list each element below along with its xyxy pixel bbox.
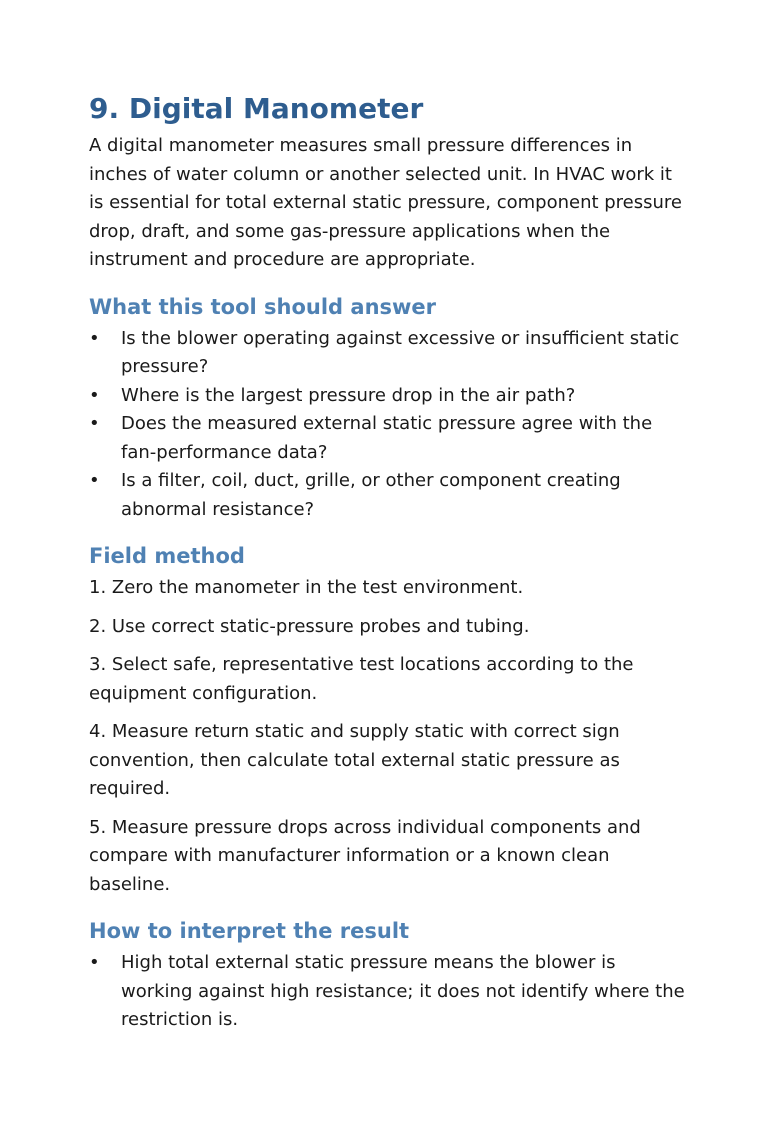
- list-item: [89, 382, 689, 411]
- list-item: [89, 325, 689, 382]
- list-item-text: Is the blower operating against excessive or insufficient static pressure?: [121, 327, 680, 377]
- list-item-text: Does the measured external static pressure agree with the fan-performance data?: [121, 413, 653, 463]
- method-step: 5. Measure pressure drops across individual components and compare with manufacturer information or a known clean baseline.: [89, 816, 641, 895]
- method-step: 1. Zero the manometer in the test environment.: [89, 577, 524, 598]
- interpret-heading: How to interpret the result: [89, 919, 410, 943]
- intro-paragraph: A digital manometer measures small pressure differences in inches of water column or another selected unit. In HVAC work it is essential for total external static pressure, component pressure drop, draft, and some gas-pressure applications when the instrument and procedure are appropriate.: [89, 135, 682, 270]
- method-heading: Field method: [89, 544, 245, 568]
- bullet-icon: •: [89, 413, 100, 434]
- bullet-icon: •: [89, 952, 100, 973]
- interpret-list: [89, 949, 689, 1035]
- bullet-icon: •: [89, 327, 100, 349]
- list-item-text: Where is the largest pressure drop in the air path?: [121, 384, 576, 406]
- method-step: 4. Measure return static and supply static with correct sign convention, then calculate total external static pressure as required.: [89, 721, 620, 799]
- bullet-icon: •: [89, 384, 100, 406]
- document-page: [89, 92, 689, 1035]
- list-item: [89, 410, 689, 467]
- questions-list: [89, 325, 689, 525]
- page-title: 9. Digital Manometer: [89, 92, 424, 125]
- list-item: [89, 467, 689, 524]
- list-item: [89, 949, 689, 1035]
- list-item-text: Is a filter, coil, duct, grille, or other component creating abnormal resistance?: [121, 470, 621, 520]
- list-item-text: High total external static pressure means the blower is working against high resistance; it does not identify where the restriction is.: [121, 952, 685, 1030]
- method-step: 2. Use correct static-pressure probes and tubing.: [89, 615, 530, 637]
- questions-heading: What this tool should answer: [89, 294, 437, 319]
- method-step: 3. Select safe, representative test locations according to the equipment configuration.: [89, 654, 634, 704]
- bullet-icon: •: [89, 470, 100, 491]
